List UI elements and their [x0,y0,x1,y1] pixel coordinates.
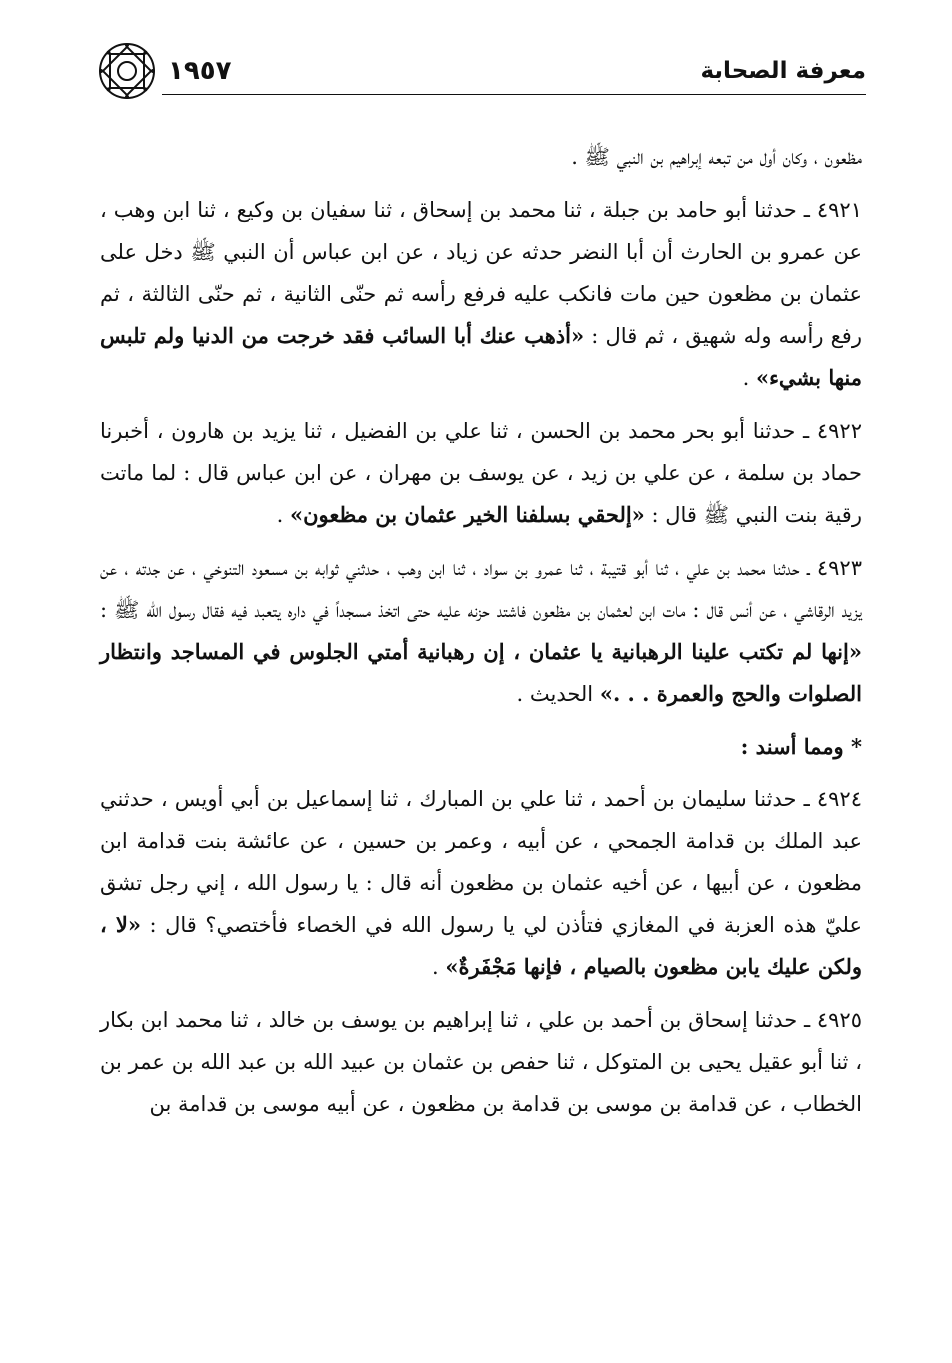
page-number: ١٩٥٧ [168,56,232,86]
hadith-quote: «أذهب عنك أبا السائب فقد خرجت من الدنيا ولم تلبس منها بشيء» [100,323,862,390]
section-heading: * ومما أسند : [740,734,862,759]
hadith-paragraph [100,778,862,988]
hadith-text: ٤٩٢٥ ـ حدثنا إسحاق بن أحمد بن علي ، ثنا إبراهيم بن يوسف بن خالد ، ثنا محمد ابن بكار ، ثنا أبو عقيل يحيى بن المتوكل ، ثنا حفص بن عثمان بن عبيد الله بن عبد الله بن عمر بن الخطاب ، عن قدامة بن موسى بن قدامة بن مظعون ، عن أبيه موسى بن قدامة بن [100,1008,862,1116]
hadith-text: ٤٩٢٢ ـ حدثنا أبو بحر محمد بن الحسن ، ثنا علي بن الفضيل ، ثنا يزيد بن هارون ، أخبرنا حماد بن سلمة ، عن علي بن زيد ، عن يوسف بن مهران ، عن ابن عباس قال : لما ماتت رقية بنت النبي ﷺ قال : [100,419,862,527]
hadith-quote: «إلحقي بسلفنا الخير عثمان بن مظعون» [289,502,645,527]
hadith-paragraph [100,189,862,399]
hadith-text: مظعون ، وكان أول من تبعه إبراهيم بن النبي ﷺ . [571,145,862,169]
hadith-paragraph [100,410,862,536]
book-title: معرفة الصحابة [700,58,866,84]
hadith-text: . [432,955,446,979]
hadith-paragraph [100,136,862,178]
hadith-text: الحديث . [516,682,600,706]
hadith-paragraph [100,547,862,715]
hadith-paragraph [100,999,862,1125]
page-header [96,52,866,112]
paragraph-group [100,778,862,1125]
hadith-text: ٤٩٢٤ ـ حدثنا سليمان بن أحمد ، ثنا علي بن المبارك ، ثنا إسماعيل بن أبي أويس ، حدثني عبد الملك بن قدامة الجمحي ، عن أبيه ، وعمر بن حسين ، عن عائشة بنت قدامة ابن مظعون ، عن أبيها ، عن أخيه عثمان بن مظعون أنه قال : يا رسول الله ، إني رجل تشق عليّ هذه العزبة في المغازي فتأذن لي يا رسول الله في الخصاء فأختصي؟ قال : [100,787,862,937]
hadith-text: . [742,366,756,390]
hadith-quote: «إنها لم تكتب علينا الرهبانية يا عثمان ، إن رهبانية أمتي الجلوس في المساجد وانتظار الصلوات والحج والعمرة . . .» [100,639,862,706]
page-body [100,136,862,1136]
paragraph-group [100,136,862,715]
hadith-text: ٤٩٢١ ـ حدثنا أبو حامد بن جبلة ، ثنا محمد بن إسحاق ، ثنا سفيان بن وكيع ، ثنا ابن وهب ، عن عمرو بن الحارث أن أبا النضر حدثه عن زياد ، عن ابن عباس أن النبي ﷺ دخل على عثمان بن مظعون حين مات فانكب عليه فرفع رأسه ثم حنّى الثانية ، ثم حنّى الثالثة ، ثم رفع رأسه وله شهيق ، ثم قال : [100,198,862,348]
star-ornament-icon [96,40,158,102]
header-rule [162,94,866,95]
hadith-text: . [276,503,290,527]
hadith-text: ٤٩٢٣ ـ حدثنا محمد بن علي ، ثنا أبو قتيبة ، ثنا عمرو بن سواد ، ثنا ابن وهب ، حدثني ثوابه بن مسعود التنوخي ، عن جدته ، عن يزيد الرقاشي ، عن أنس قال : مات ابن لعثمان بن مظعون فاشتد حزنه عليه حتى اتخذ مسجداً في داره يتعبد فيه فقال رسول الله ﷺ : [100,556,862,622]
hadith-quote: «لا ، ولكن عليك يابن مظعون بالصيام ، فإنها مَجْفَرةٌ» [100,912,862,979]
